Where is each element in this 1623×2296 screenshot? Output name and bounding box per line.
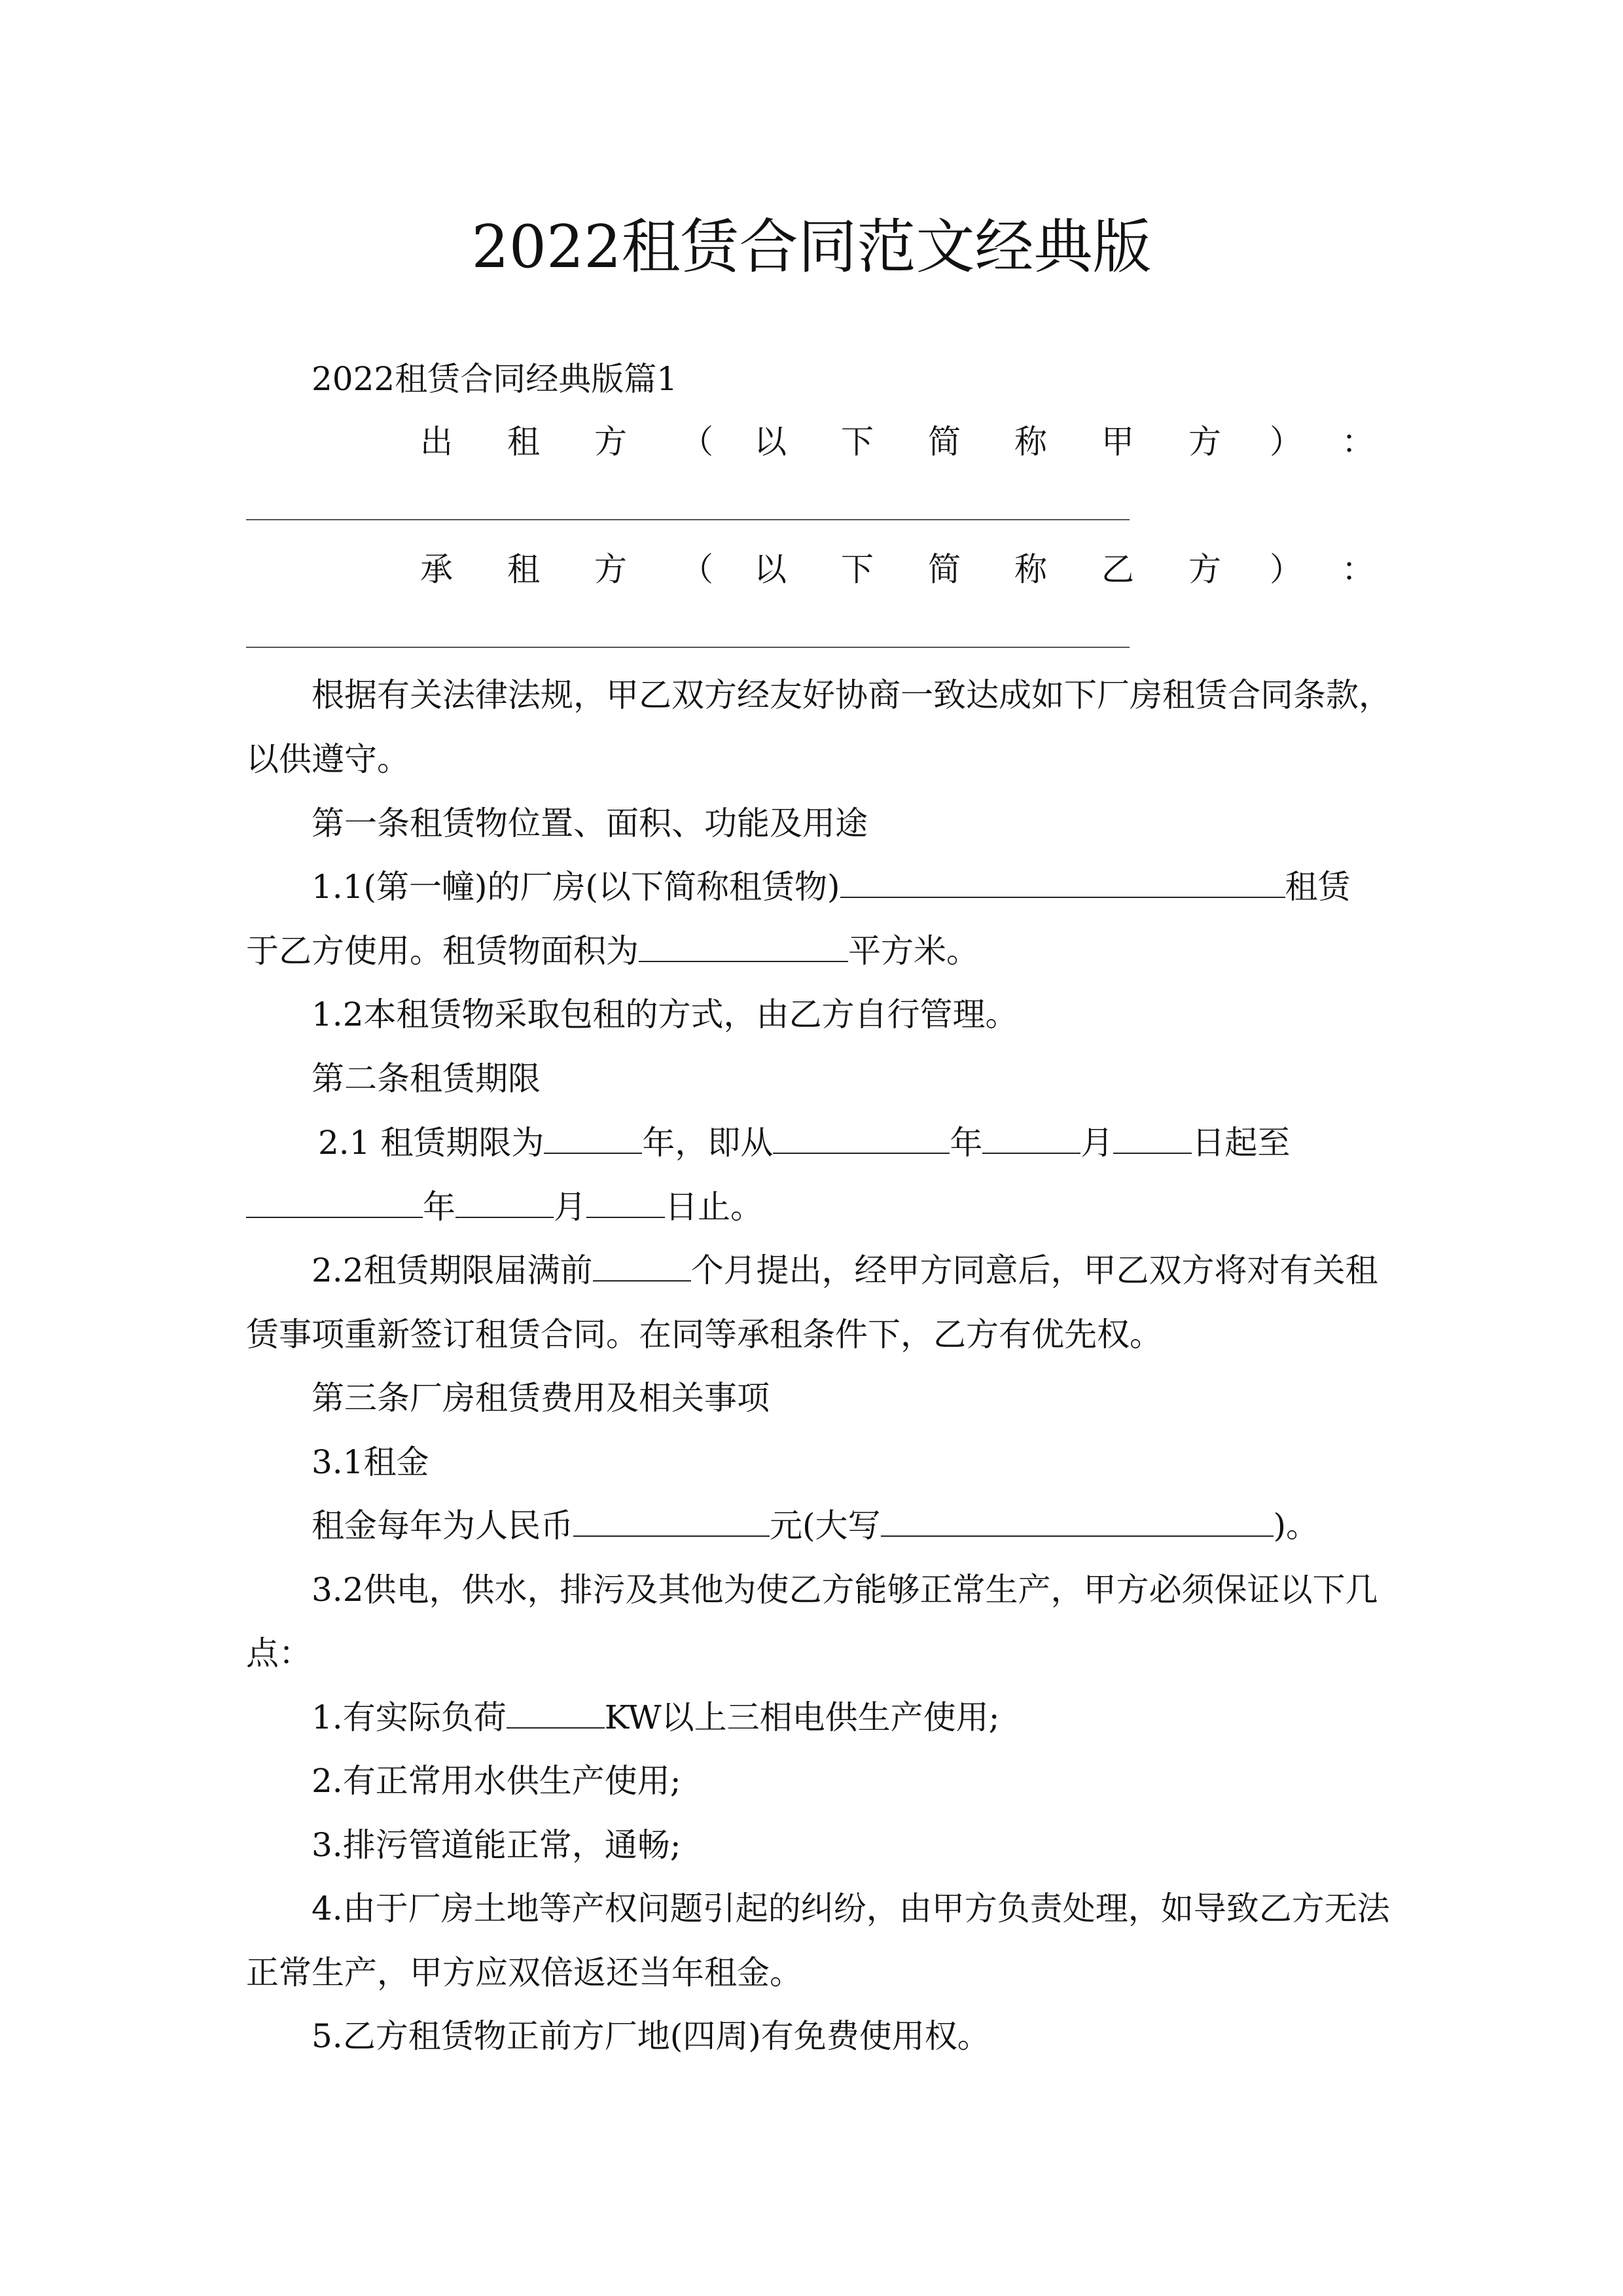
clause-1-1-line1: 1.1(第一幢)的厂房(以下简称租赁物) 租赁	[312, 868, 1351, 906]
rent-line: 租金每年为人民币 元(大写 )。	[312, 1507, 1319, 1545]
clause-2-1-line2: 年 月 日止。	[246, 1187, 763, 1227]
clause-3-2-line2: 点：	[246, 1634, 312, 1672]
notice-months-blank[interactable]	[593, 1251, 691, 1282]
start-year-blank[interactable]	[773, 1124, 950, 1154]
item-5: 5.乙方租赁物正前方厂地(四周)有免费使用权。	[312, 2017, 990, 2055]
article3-title: 第三条厂房租赁费用及相关事项	[312, 1379, 770, 1417]
article1-title: 第一条租赁物位置、面积、功能及用途	[312, 804, 868, 842]
section-heading: 2022租赁合同经典版篇1	[312, 360, 678, 398]
start-month-blank[interactable]	[982, 1124, 1080, 1154]
rent-amount-blank[interactable]	[573, 1507, 770, 1537]
lessee-fill-line	[246, 647, 1130, 648]
clause-2-2-line2: 赁事项重新签订租赁合同。在同等承租条件下，乙方有优先权。	[246, 1316, 1162, 1354]
location-blank[interactable]	[840, 868, 1285, 898]
clause-2-2-line1: 2.2租赁期限届满前 个月提出，经甲方同意后，甲乙双方将对有关租	[312, 1251, 1378, 1289]
page-title: 2022租赁合同范文经典版	[471, 213, 1152, 281]
item-4-line2: 正常生产，甲方应双倍返还当年租金。	[246, 1954, 802, 1992]
end-month-blank[interactable]	[455, 1188, 554, 1218]
term-years-blank[interactable]	[544, 1124, 642, 1154]
clause-1-1-line2: 于乙方使用。租赁物面积为 平方米。	[246, 932, 979, 970]
clause-3-2-line1: 3.2供电，供水，排污及其他为使乙方能够正常生产，甲方必须保证以下几	[312, 1571, 1378, 1609]
item-1: 1.有实际负荷 KW以上三相电供生产使用;	[312, 1698, 1000, 1736]
end-day-blank[interactable]	[586, 1188, 665, 1218]
intro-paragraph-line2: 以供遵守。	[246, 740, 410, 778]
clause-3-1-title: 3.1租金	[312, 1443, 429, 1481]
intro-paragraph-line1: 根据有关法律法规，甲乙双方经友好协商一致达成如下厂房租赁合同条款，	[312, 676, 1391, 714]
rent-capital-blank[interactable]	[881, 1507, 1274, 1537]
party-lessee-label: 承 租 方 （ 以 下 简 称 乙 方 ） ：	[420, 550, 1374, 588]
item-3: 3.排污管道能正常，通畅;	[312, 1826, 681, 1864]
party-lessor-label: 出 租 方 （ 以 下 简 称 甲 方 ） ：	[420, 423, 1374, 461]
start-day-blank[interactable]	[1113, 1124, 1192, 1154]
end-year-blank[interactable]	[246, 1188, 423, 1218]
area-blank[interactable]	[639, 932, 848, 962]
lessor-fill-line	[246, 519, 1130, 520]
article2-title: 第二条租赁期限	[312, 1060, 541, 1098]
clause-1-2: 1.2本租赁物采取包租的方式，由乙方自行管理。	[312, 996, 1018, 1033]
clause-2-1-line1: 2.1 租赁期限为 年，即从 年 月 日起至	[318, 1124, 1291, 1162]
power-load-blank[interactable]	[507, 1698, 605, 1729]
item-2: 2.有正常用水供生产使用;	[312, 1762, 681, 1800]
item-4-line1: 4.由于厂房土地等产权问题引起的纠纷，由甲方负责处理，如导致乙方无法	[312, 1890, 1390, 1928]
